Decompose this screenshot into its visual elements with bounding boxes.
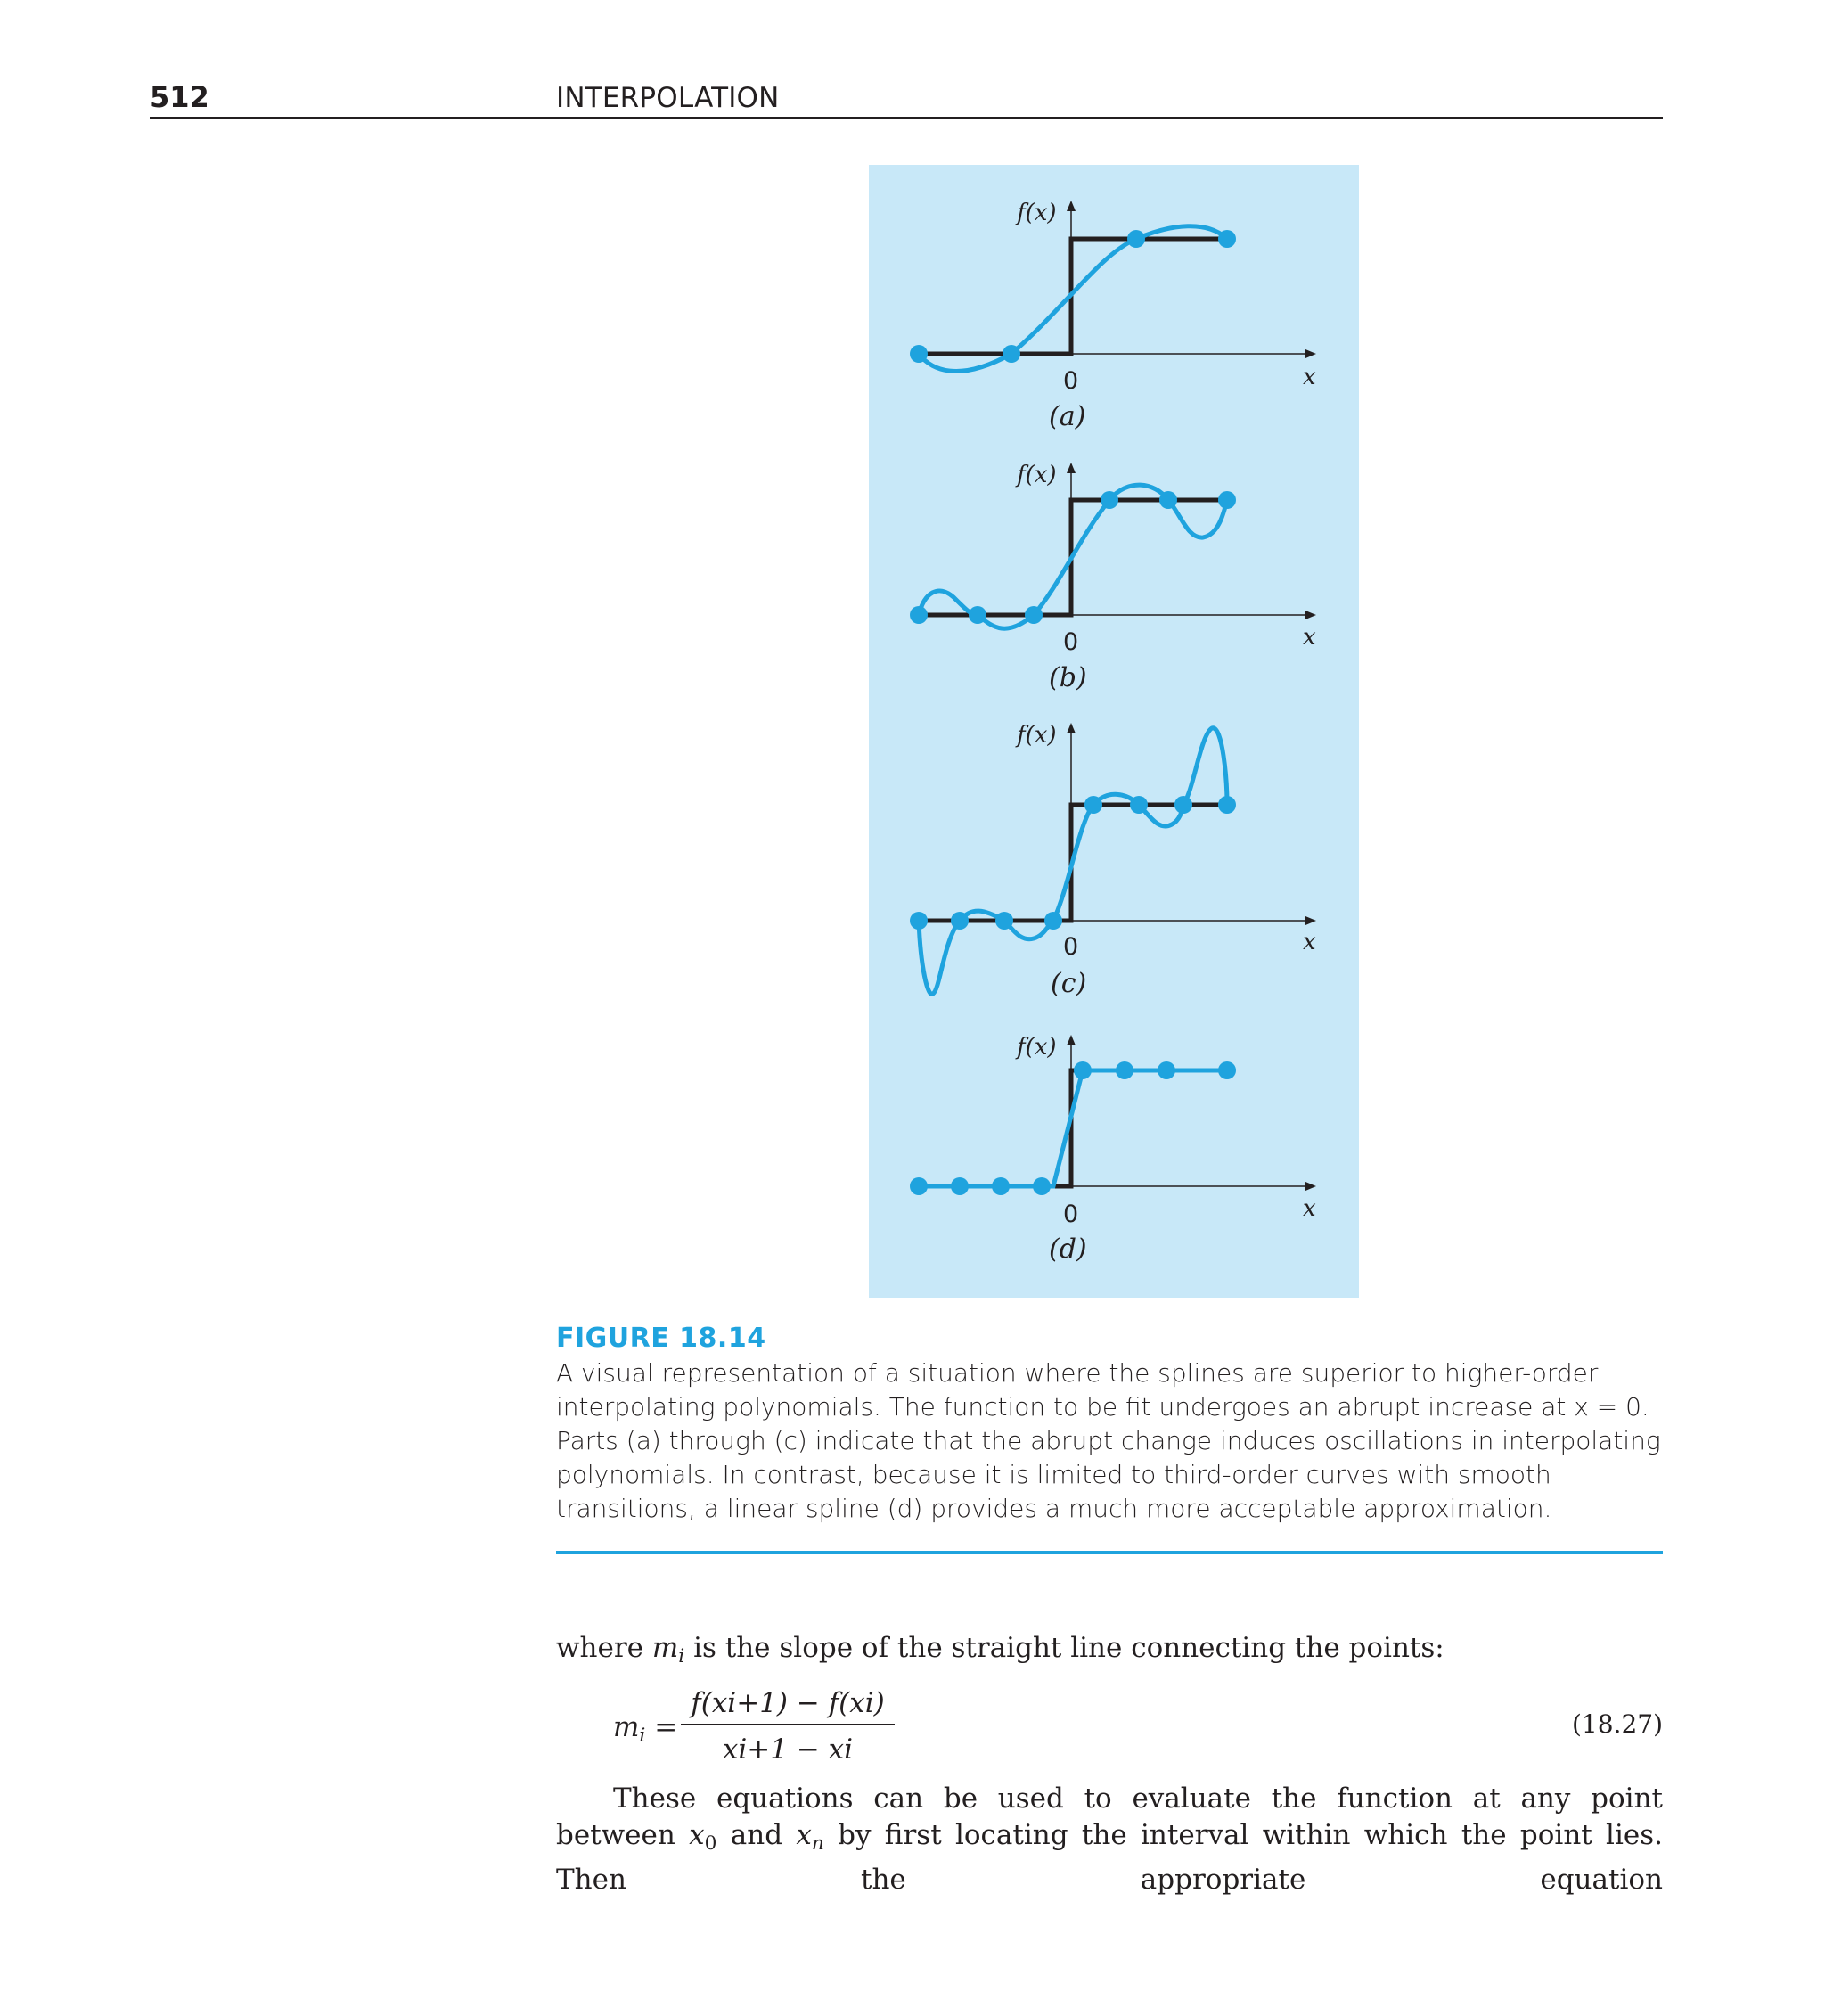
panel-c-point xyxy=(910,912,928,930)
panel-b-caption-label: (b) xyxy=(1049,662,1087,693)
equation-equals: = xyxy=(654,1711,678,1743)
panel-a-point xyxy=(1127,230,1145,248)
equation-lhs-m: m xyxy=(613,1711,640,1743)
panel-b-point xyxy=(1101,491,1118,509)
panel-d-caption-label: (d) xyxy=(1049,1233,1087,1265)
para1-var-m: m xyxy=(651,1632,679,1664)
panel-a-point xyxy=(910,345,928,363)
panel-a-point xyxy=(1218,230,1236,248)
para1-sub-i: i xyxy=(678,1645,685,1668)
panel-c-point xyxy=(1044,912,1062,930)
panel-b-point xyxy=(1218,491,1236,509)
body-paragraph-2 xyxy=(556,1781,1663,1898)
panel-c-caption-label: (c) xyxy=(1051,968,1087,999)
page-number: 512 xyxy=(150,80,209,114)
header-rule xyxy=(150,117,1663,119)
panel-d-point xyxy=(1218,1061,1236,1079)
panel-d-x-label: x xyxy=(1303,1195,1316,1222)
panel-b xyxy=(910,462,1316,693)
para2-text-b: by first locating the interval within which the point lies. Then the appropriate equation xyxy=(556,1819,1663,1897)
panel-a-point xyxy=(1003,345,1020,363)
panel-d-point xyxy=(1158,1061,1175,1079)
panel-d-point xyxy=(1033,1177,1051,1195)
panel-c-point xyxy=(1218,796,1236,814)
panel-c-y-label: f(x) xyxy=(1017,722,1057,749)
para2-var-xn: x xyxy=(796,1819,812,1851)
para2-var-x0: x xyxy=(689,1819,705,1851)
panel-a-x-label: x xyxy=(1303,364,1316,390)
panel-c-point xyxy=(995,912,1013,930)
panel-b-y-label: f(x) xyxy=(1017,462,1057,488)
para2-sub-n: n xyxy=(811,1832,824,1856)
para2-text-a: These equations can be used to evaluate the function at any point between xyxy=(556,1782,1663,1851)
equation-number: (18.27) xyxy=(1571,1709,1663,1739)
panel-d xyxy=(910,1034,1316,1265)
figure-caption: A visual representation of a situation where the splines are superior to higher-order interpolating polynomials. The function to be fit undergoes an abrupt increase at x = 0. Parts (a) through (c) indicate that the abrupt change induces oscillations in interpolating polynomials. In contrast, because it is limited to third-order curves with smooth transitions, a linear spline (d) provides a much more acceptable approximation. xyxy=(556,1358,1661,1523)
panel-a-y-label: f(x) xyxy=(1017,200,1057,226)
running-head: INTERPOLATION xyxy=(556,82,780,114)
panel-d-y-label: f(x) xyxy=(1017,1034,1057,1061)
panel-d-origin-label: 0 xyxy=(1063,1201,1079,1228)
panel-b-origin-label: 0 xyxy=(1063,628,1079,656)
figure-label: FIGURE 18.14 xyxy=(556,1323,766,1354)
panel-c-point xyxy=(951,912,969,930)
equation-numerator: f(xi+1) − f(xi) xyxy=(691,1687,885,1719)
para2-text-and: and xyxy=(716,1819,797,1851)
caption-rule xyxy=(556,1551,1663,1554)
panel-d-point xyxy=(1074,1061,1092,1079)
panel-c-origin-label: 0 xyxy=(1063,933,1079,961)
panel-b-point xyxy=(1159,491,1177,509)
panel-c-point xyxy=(1130,796,1148,814)
equation-denominator: xi+1 − xi xyxy=(722,1733,854,1766)
body-paragraph-1 xyxy=(556,1630,1663,1675)
panel-b-point xyxy=(1025,606,1043,624)
para2-sub-0: 0 xyxy=(704,1832,717,1856)
equation-fraction-bar xyxy=(681,1724,895,1725)
equation-18-27 xyxy=(556,1684,1663,1774)
equation-lhs xyxy=(613,1711,677,1747)
panel-b-point xyxy=(910,606,928,624)
panel-d-point xyxy=(1116,1061,1133,1079)
panel-d-point xyxy=(992,1177,1010,1195)
panel-d-point xyxy=(951,1177,969,1195)
panel-a xyxy=(910,200,1316,432)
panel-a-caption-label: (a) xyxy=(1049,401,1086,432)
panel-c xyxy=(910,722,1316,999)
figure-18-14-graphic xyxy=(869,165,1359,1298)
equation-fraction xyxy=(681,1684,895,1768)
panel-a-step-function xyxy=(919,239,1227,354)
panel-c-point xyxy=(1084,796,1102,814)
panel-b-x-label: x xyxy=(1303,624,1316,651)
panel-b-point xyxy=(969,606,986,624)
panel-a-origin-label: 0 xyxy=(1063,367,1079,395)
para1-text-b: is the slope of the straight line connecting the points: xyxy=(684,1632,1444,1664)
panel-d-step-function xyxy=(919,1070,1227,1186)
panel-c-point xyxy=(1174,796,1192,814)
panel-c-x-label: x xyxy=(1303,929,1316,955)
equation-lhs-sub: i xyxy=(639,1725,646,1748)
para1-text-a: where xyxy=(556,1632,652,1664)
panel-d-point xyxy=(910,1177,928,1195)
